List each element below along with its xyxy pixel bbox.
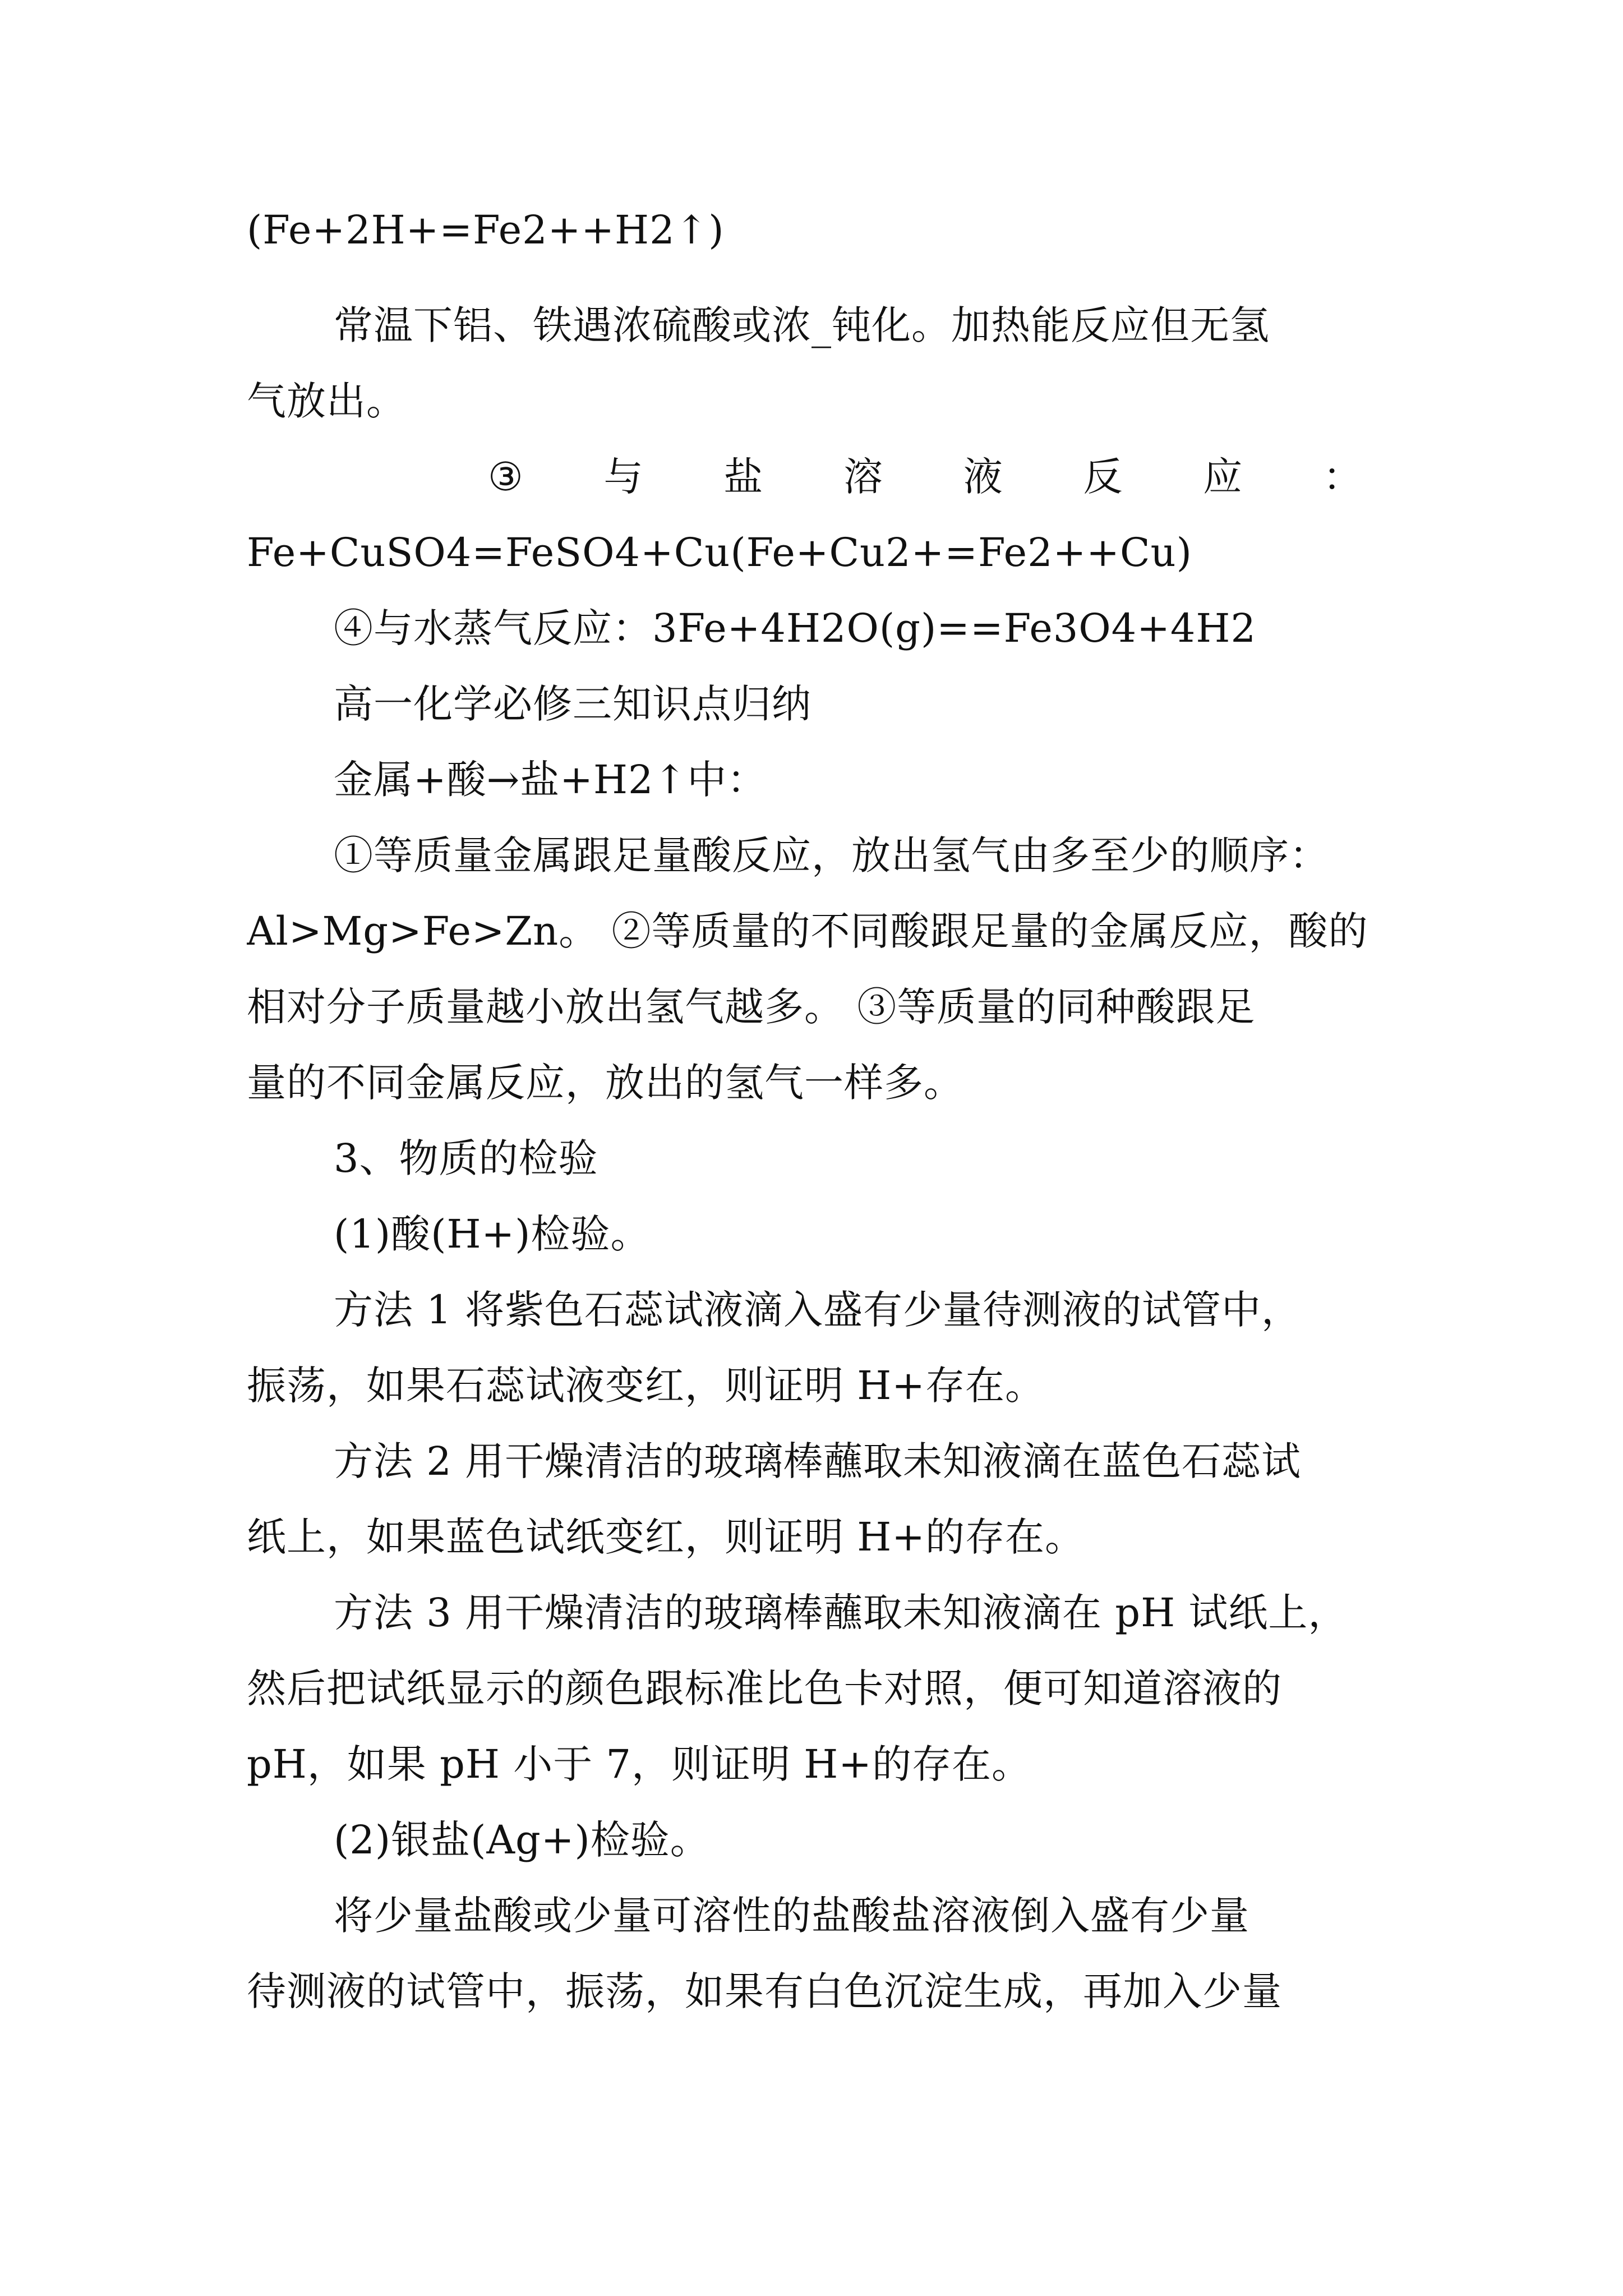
subsection-heading: (1)酸(H+)检验。 bbox=[334, 1211, 651, 1257]
text-line: 方法 2 用干燥清洁的玻璃棒蘸取未知液滴在蓝色石蕊试 bbox=[334, 1438, 1302, 1484]
text-line: 相对分子质量越小放出氢气越多。 ③等质量的同种酸跟足 bbox=[247, 984, 1256, 1030]
text-line: 气放出。 bbox=[247, 378, 406, 424]
text-char: 应 bbox=[1203, 454, 1243, 500]
text-line: pH，如果 pH 小于 7，则证明 H+的存在。 bbox=[247, 1741, 1031, 1787]
text-line: ①等质量金属跟足量酸反应，放出氢气由多至少的顺序： bbox=[334, 832, 1329, 878]
text-char: ③ bbox=[488, 454, 524, 500]
text-line-spread bbox=[488, 449, 1363, 505]
text-char: 液 bbox=[963, 454, 1003, 500]
text-line: 方法 3 用干燥清洁的玻璃棒蘸取未知液滴在 pH 试纸上， bbox=[334, 1590, 1348, 1636]
text-line: 然后把试纸显示的颜色跟标准比色卡对照，便可知道溶液的 bbox=[247, 1665, 1282, 1711]
text-char: 溶 bbox=[843, 454, 883, 500]
text-line: ④与水蒸气反应：3Fe+4H2O(g)==Fe3O4+4H2 bbox=[334, 605, 1256, 651]
text-line: 金属+酸→盐+H2↑中： bbox=[334, 757, 767, 803]
text-line: 纸上，如果蓝色试纸变红，则证明 H+的存在。 bbox=[247, 1514, 1085, 1560]
text-line: 将少量盐酸或少量可溶性的盐酸盐溶液倒入盛有少量 bbox=[334, 1893, 1249, 1939]
text-line: 待测液的试管中，振荡，如果有白色沉淀生成，再加入少量 bbox=[247, 1968, 1282, 2014]
section-heading: 3、物质的检验 bbox=[334, 1135, 598, 1181]
text-char: ： bbox=[1322, 454, 1363, 500]
text-line: Fe+CuSO4=FeSO4+Cu(Fe+Cu2+=Fe2++Cu) bbox=[247, 530, 1192, 576]
text-line: 量的不同金属反应，放出的氢气一样多。 bbox=[247, 1060, 963, 1106]
text-line: (Fe+2H+=Fe2++H2↑) bbox=[247, 207, 725, 253]
section-heading: 高一化学必修三知识点归纳 bbox=[334, 681, 811, 727]
text-line: 常温下铝、铁遇浓硫酸或浓_钝化。加热能反应但无氢 bbox=[334, 302, 1270, 348]
text-char: 盐 bbox=[723, 454, 764, 500]
text-line: 振荡，如果石蕊试液变红，则证明 H+存在。 bbox=[247, 1363, 1045, 1409]
text-line: Al>Mg>Fe>Zn。 ②等质量的不同酸跟足量的金属反应，酸的 bbox=[247, 908, 1368, 954]
text-char: 与 bbox=[603, 454, 644, 500]
text-line: 方法 1 将紫色石蕊试液滴入盛有少量待测液的试管中， bbox=[334, 1287, 1302, 1333]
subsection-heading: (2)银盐(Ag+)检验。 bbox=[334, 1817, 710, 1863]
text-char: 反 bbox=[1083, 454, 1123, 500]
